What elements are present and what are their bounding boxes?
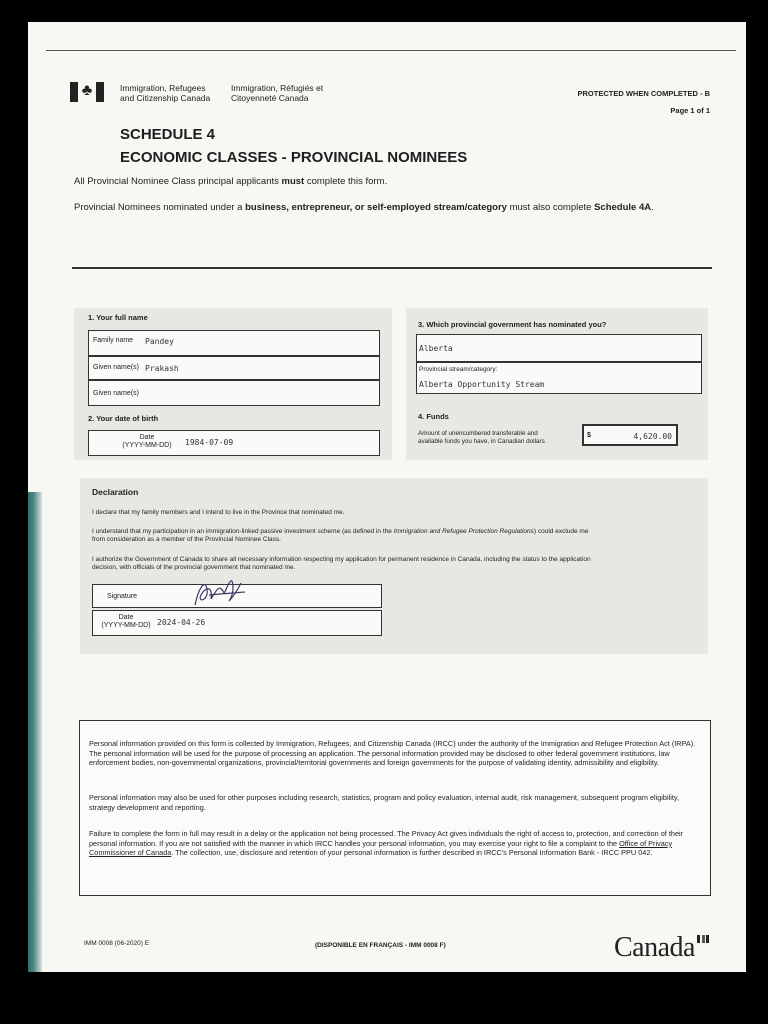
protected-label: PROTECTED WHEN COMPLETED - B (577, 89, 710, 98)
wordmark-flag-icon (697, 935, 709, 943)
privacy-notice (79, 720, 711, 896)
declaration-panel (80, 478, 708, 654)
scan-edge (28, 492, 42, 972)
funds-description: Amount of unencumbered transferable and available funds you have, in Canadian dollars (418, 430, 545, 445)
form-page (28, 22, 746, 972)
section-2-label: 2. Your date of birth (88, 414, 159, 423)
given-name-value: Prakash (145, 364, 179, 373)
given-name-2-label: Given name(s) (93, 390, 139, 397)
privacy-paragraph-2: Personal information may also be used for other purposes including research, statistics, program and policy evaluation, internal audit, risk management, subsequent program eligibility, strategy development and reporting. (89, 793, 680, 812)
declaration-date-field[interactable] (92, 610, 382, 636)
section-divider (72, 267, 712, 269)
funds-field[interactable] (582, 424, 678, 446)
privacy-paragraph-3: Failure to complete the form in full may result in a delay or the application not being processed. The Privacy Act gives individuals the right of access to, protection, and correction of their personal information. If you are not satisfied with the manner in which IRCC handles your personal information, you may exercise your right to file a complaint to the Office of Privacy Commissioner of Canada. The collection, use, disclosure and retention of your personal information is further described in IRCC's Personal Information Bank - IRCC PPU 042. (89, 829, 684, 857)
province-field[interactable] (416, 334, 702, 362)
declaration-title: Declaration (92, 487, 139, 497)
declaration-statement-3: I authorize the Government of Canada to share all necessary information respecting my application for permanent residence in Canada, including the status to the application decision, with officials of the provincial government that nominated me. (92, 556, 591, 571)
family-name-label: Family name (93, 337, 134, 344)
funds-value: 4,620.00 (633, 432, 672, 441)
signature-label: Signature (107, 593, 137, 600)
declaration-date-value: 2024-04-26 (157, 618, 206, 627)
province-value: Alberta (419, 344, 453, 353)
stream-value: Alberta Opportunity Stream (419, 380, 545, 389)
dob-label: Date (YYYY-MM-DD) (122, 434, 172, 449)
stream-field[interactable] (416, 362, 702, 394)
signature-field[interactable] (92, 584, 382, 608)
declaration-date-label: Date (YYYY-MM-DD) (101, 614, 151, 629)
dob-field[interactable] (88, 430, 380, 456)
nomination-panel (406, 308, 708, 460)
intro-line-2: Provincial Nominees nominated under a business, entrepreneur, or self-employed stream/category must also complete Schedule 4A. (74, 202, 654, 213)
page-number: Page 1 of 1 (670, 106, 710, 115)
department-name-en: Immigration, Refugees and Citizenship Canada (120, 83, 211, 103)
french-availability: (DISPONIBLE EN FRANÇAIS - IMM 0008 F) (315, 942, 446, 949)
given-name-field[interactable] (88, 356, 380, 380)
given-name-2-field[interactable] (88, 380, 380, 406)
family-name-field[interactable] (88, 330, 380, 356)
department-name-fr: Immigration, Réfugiés et Citoyenneté Canada (231, 83, 324, 103)
privacy-paragraph-1: Personal information provided on this form is collected by Immigration, Refugees, and Citizenship Canada (IRCC) under the authority of the Immigration and Refugee Protection Act (IRPA). The personal information will be used for the purpose of processing an application. The personal information provided may be disclosed to other federal government institutions, law enforcement bodies, non-governmental organizations, provincial/territorial governments and foreign governments for the purpose of validating identity, admissibility and eligibility. (89, 739, 696, 767)
signature-drawing (189, 575, 259, 613)
section-4-label: 4. Funds (418, 412, 449, 421)
top-border-line (46, 50, 736, 51)
schedule-subtitle: ECONOMIC CLASSES - PROVINCIAL NOMINEES (120, 149, 468, 166)
intro-line-1: All Provincial Nominee Class principal applicants must complete this form. (74, 176, 388, 187)
privacy-commissioner-link[interactable]: Office of Privacy Commissioner of Canada (89, 838, 673, 857)
declaration-statement-1: I declare that my family members and I intend to live in the Province that nominated me. (92, 509, 345, 516)
section-1-label: 1. Your full name (88, 313, 148, 322)
section-3-label: 3. Which provincial government has nominated you? (418, 320, 607, 329)
schedule-title: SCHEDULE 4 (120, 126, 216, 143)
dob-value: 1984-07-09 (185, 438, 234, 447)
declaration-statement-2: I understand that my participation in an immigration-linked passive investment scheme (as defined in the Immigration and Refugee Protection Regulations) could exclude me from consideration as a member of the Provincial Nominee Class. (92, 528, 589, 543)
canada-flag-icon: ♣ (70, 82, 104, 102)
stream-label: Provincial stream/category: (419, 366, 498, 373)
form-code: IMM 0008 (06-2020) E (84, 940, 150, 947)
currency-symbol: $ (587, 432, 591, 439)
personal-info-panel (74, 308, 392, 460)
given-name-label: Given name(s) (93, 364, 139, 371)
canada-wordmark: Canada (614, 932, 695, 963)
family-name-value: Pandey (145, 337, 174, 346)
